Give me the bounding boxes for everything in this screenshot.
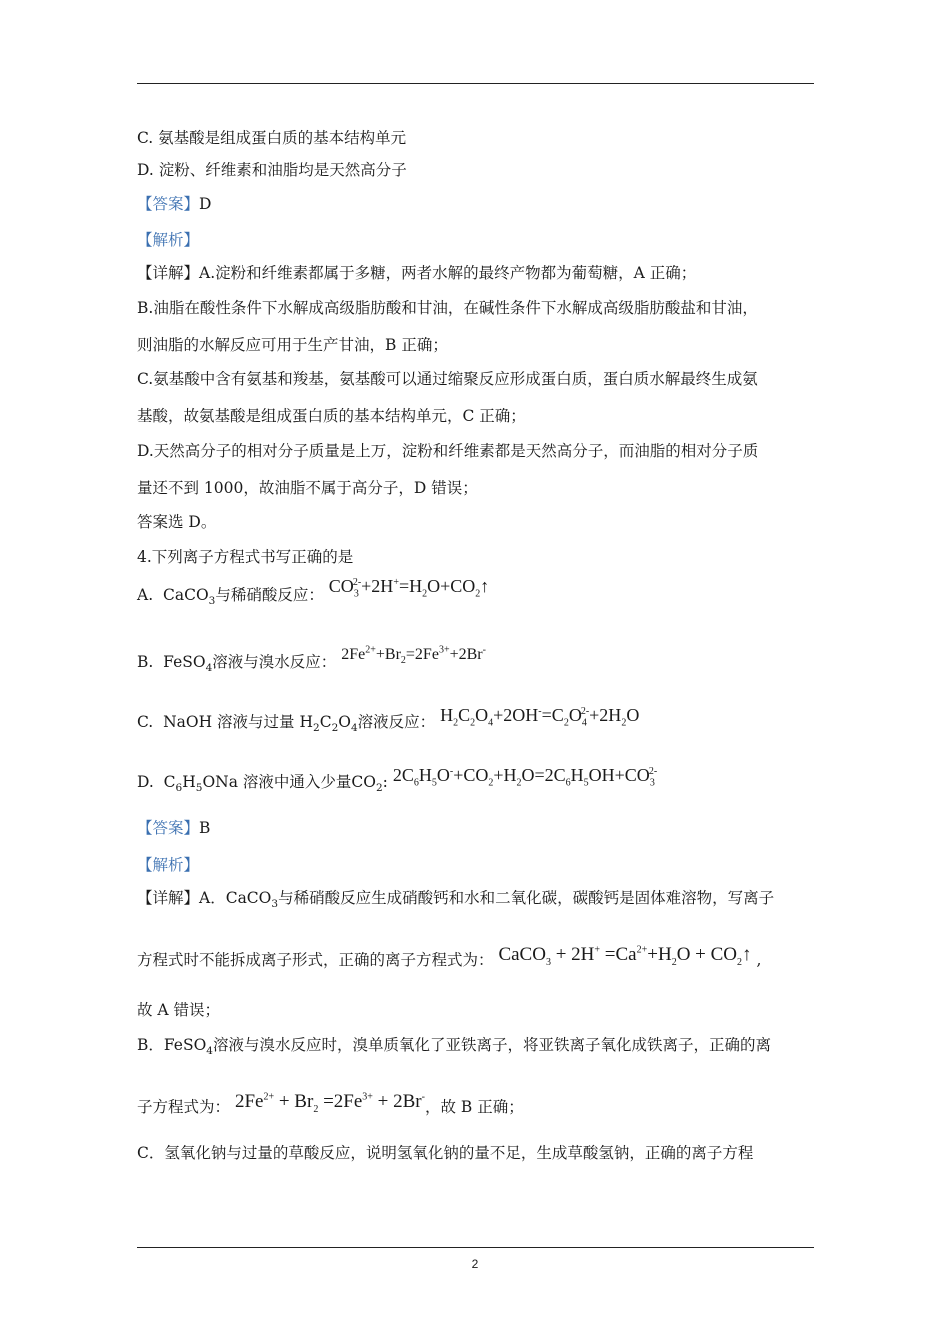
detail-2-a2: 方程式时不能拆成离子形式，正确的离子方程式为： CaCO$_3$ + $2H^+ =Ca^{2+}+H_2O$ + $CO_2↑$ , (137, 944, 762, 969)
analysis-label-1: 【解析】 (137, 231, 200, 249)
option-d: D. 淀粉、纤维素和油脂均是天然高分子 (137, 161, 407, 179)
q4a-text: 与稀硝酸反应： (215, 586, 324, 604)
q4c-equation: $H_2C_2O_4+2OH^-=C_2O_4^{2-}+2H_2O$ (440, 705, 640, 729)
detail-2-a1-pre: 【详解】A． (137, 889, 226, 907)
q4c-label: C. (137, 713, 154, 731)
detail-2-a-equation: CaCO$_3$ + $2H^+ =Ca^{2+}+H_2O$ + $CO_2↑$ (498, 944, 752, 968)
detail-2-a3: 故 A 错误； (137, 1001, 221, 1019)
q4-option-c: C. NaOH 溶液与过量 $H_2C_2O_4$溶液反应： $H_2C_2O_4+2OH^-=C_2O_4^{2-}+2H_2O$ (137, 705, 640, 735)
answer-2 (137, 818, 210, 838)
detail-2-c1: C．氢氧化钠与过量的草酸反应，说明氢氧化钠的量不足，生成草酸氢钠，正确的离子方程 (137, 1144, 754, 1162)
detail-1-b2: 则油脂的水解反应可用于生产甘油，B 正确； (137, 336, 448, 354)
detail-1-d2: 量还不到 1000，故油脂不属于高分子，D 错误； (137, 479, 478, 497)
question-4: 4.下列离子方程式书写正确的是 (137, 548, 354, 566)
detail-2-b1-pre: B． (137, 1036, 164, 1054)
q4d-equation: $2C_6H_5O^-+CO_2+H_2O=2C_6H_5OH+CO_3^{2-}$ (392, 765, 658, 789)
detail-1-b1: B.油脂在酸性条件下水解成高级脂肪酸和甘油，在碱性条件下水解成高级脂肪酸盐和甘油， (137, 299, 758, 317)
detail-2-a1: 【详解】A．CaCO$_3$与稀硝酸反应生成硝酸钙和水和二氧化碳，碳酸钙是固体难溶物，写离子 (137, 889, 775, 911)
q4b-text: 溶液与溴水反应： (212, 653, 337, 671)
analysis-label-2: 【解析】 (137, 856, 200, 874)
q4a-equation: $CO_3^{2-}+2H^+=H_2O+CO_2↑$ (328, 576, 490, 600)
q4d-text: 溶液中通入少量 (242, 773, 352, 791)
q4d-label: D. (137, 773, 154, 791)
footer-rule (137, 1247, 814, 1248)
detail-2-b2-text: 子方程式为： (137, 1098, 231, 1116)
q4a-label: A. (137, 586, 154, 604)
q4-option-d: D. $C_6H_5ONa$ 溶液中通入少量$CO_2$: $2C_6H_5O^-+CO_2+H_2O=2C_6H_5OH+CO_3^{2-}$ (137, 765, 658, 795)
answer-1 (137, 194, 211, 214)
q4b-equation: $2Fe^{2+}+Br_2=2Fe^{3+}+2Br^-$ (341, 644, 486, 667)
detail-2-a1-post: 与稀硝酸反应生成硝酸钙和水和二氧化碳，碳酸钙是固体难溶物，写离子 (278, 889, 775, 907)
answer-label: 【答案】 (137, 195, 200, 213)
q4-option-b: B. FeSO$_4$溶液与溴水反应： $2Fe^{2+}+Br_2=2Fe^{3+}+2Br^-$ (137, 644, 486, 675)
detail-2-a2-text: 方程式时不能拆成离子形式，正确的离子方程式为： (137, 951, 494, 969)
q4b-label: B. (137, 653, 154, 671)
detail-1-c2: 基酸，故氨基酸是组成蛋白质的基本结构单元，C 正确； (137, 407, 526, 425)
answer-value: D (199, 195, 212, 213)
q4c-text2: 溶液反应： (357, 713, 436, 731)
detail-1-c1: C.氨基酸中含有氨基和羧基，氨基酸可以通过缩聚反应形成蛋白质，蛋白质水解最终生成氨 (137, 370, 758, 388)
detail-2-b-equation: $2Fe^{2+} + Br_2 =2Fe^{3+} + 2Br^-$ (234, 1091, 425, 1115)
detail-2-b2 (137, 1091, 524, 1117)
answer-value: B (199, 819, 211, 837)
page-number: 2 (471, 1257, 479, 1271)
detail-2-b1: B．FeSO$_4$溶液与溴水反应时，溴单质氧化了亚铁离子，将亚铁离子氧化成铁离子，正确的离 (137, 1036, 771, 1058)
detail-2-b2-end: ，故 B 正确； (424, 1098, 524, 1116)
q4c-text1: NaOH 溶液与过量 (163, 713, 295, 731)
answer-label: 【答案】 (137, 819, 200, 837)
detail-1-d1: D.天然高分子的相对分子质量是上万，淀粉和纤维素都是天然高分子，而油脂的相对分子质 (137, 442, 759, 460)
q4-option-a: A. CaCO$_3$与稀硝酸反应： $CO_3^{2-}+2H^+=H_2O+CO_2↑$ (137, 576, 490, 608)
detail-1-a: 【详解】A.淀粉和纤维素都属于多糖，两者水解的最终产物都为葡萄糖，A 正确； (137, 264, 697, 282)
detail-1-end: 答案选 D。 (137, 513, 217, 531)
header-rule (137, 83, 814, 84)
option-c: C. 氨基酸是组成蛋白质的基本结构单元 (137, 129, 407, 147)
detail-2-b1-post: 溶液与溴水反应时，溴单质氧化了亚铁离子，将亚铁离子氧化成铁离子，正确的离 (212, 1036, 771, 1054)
